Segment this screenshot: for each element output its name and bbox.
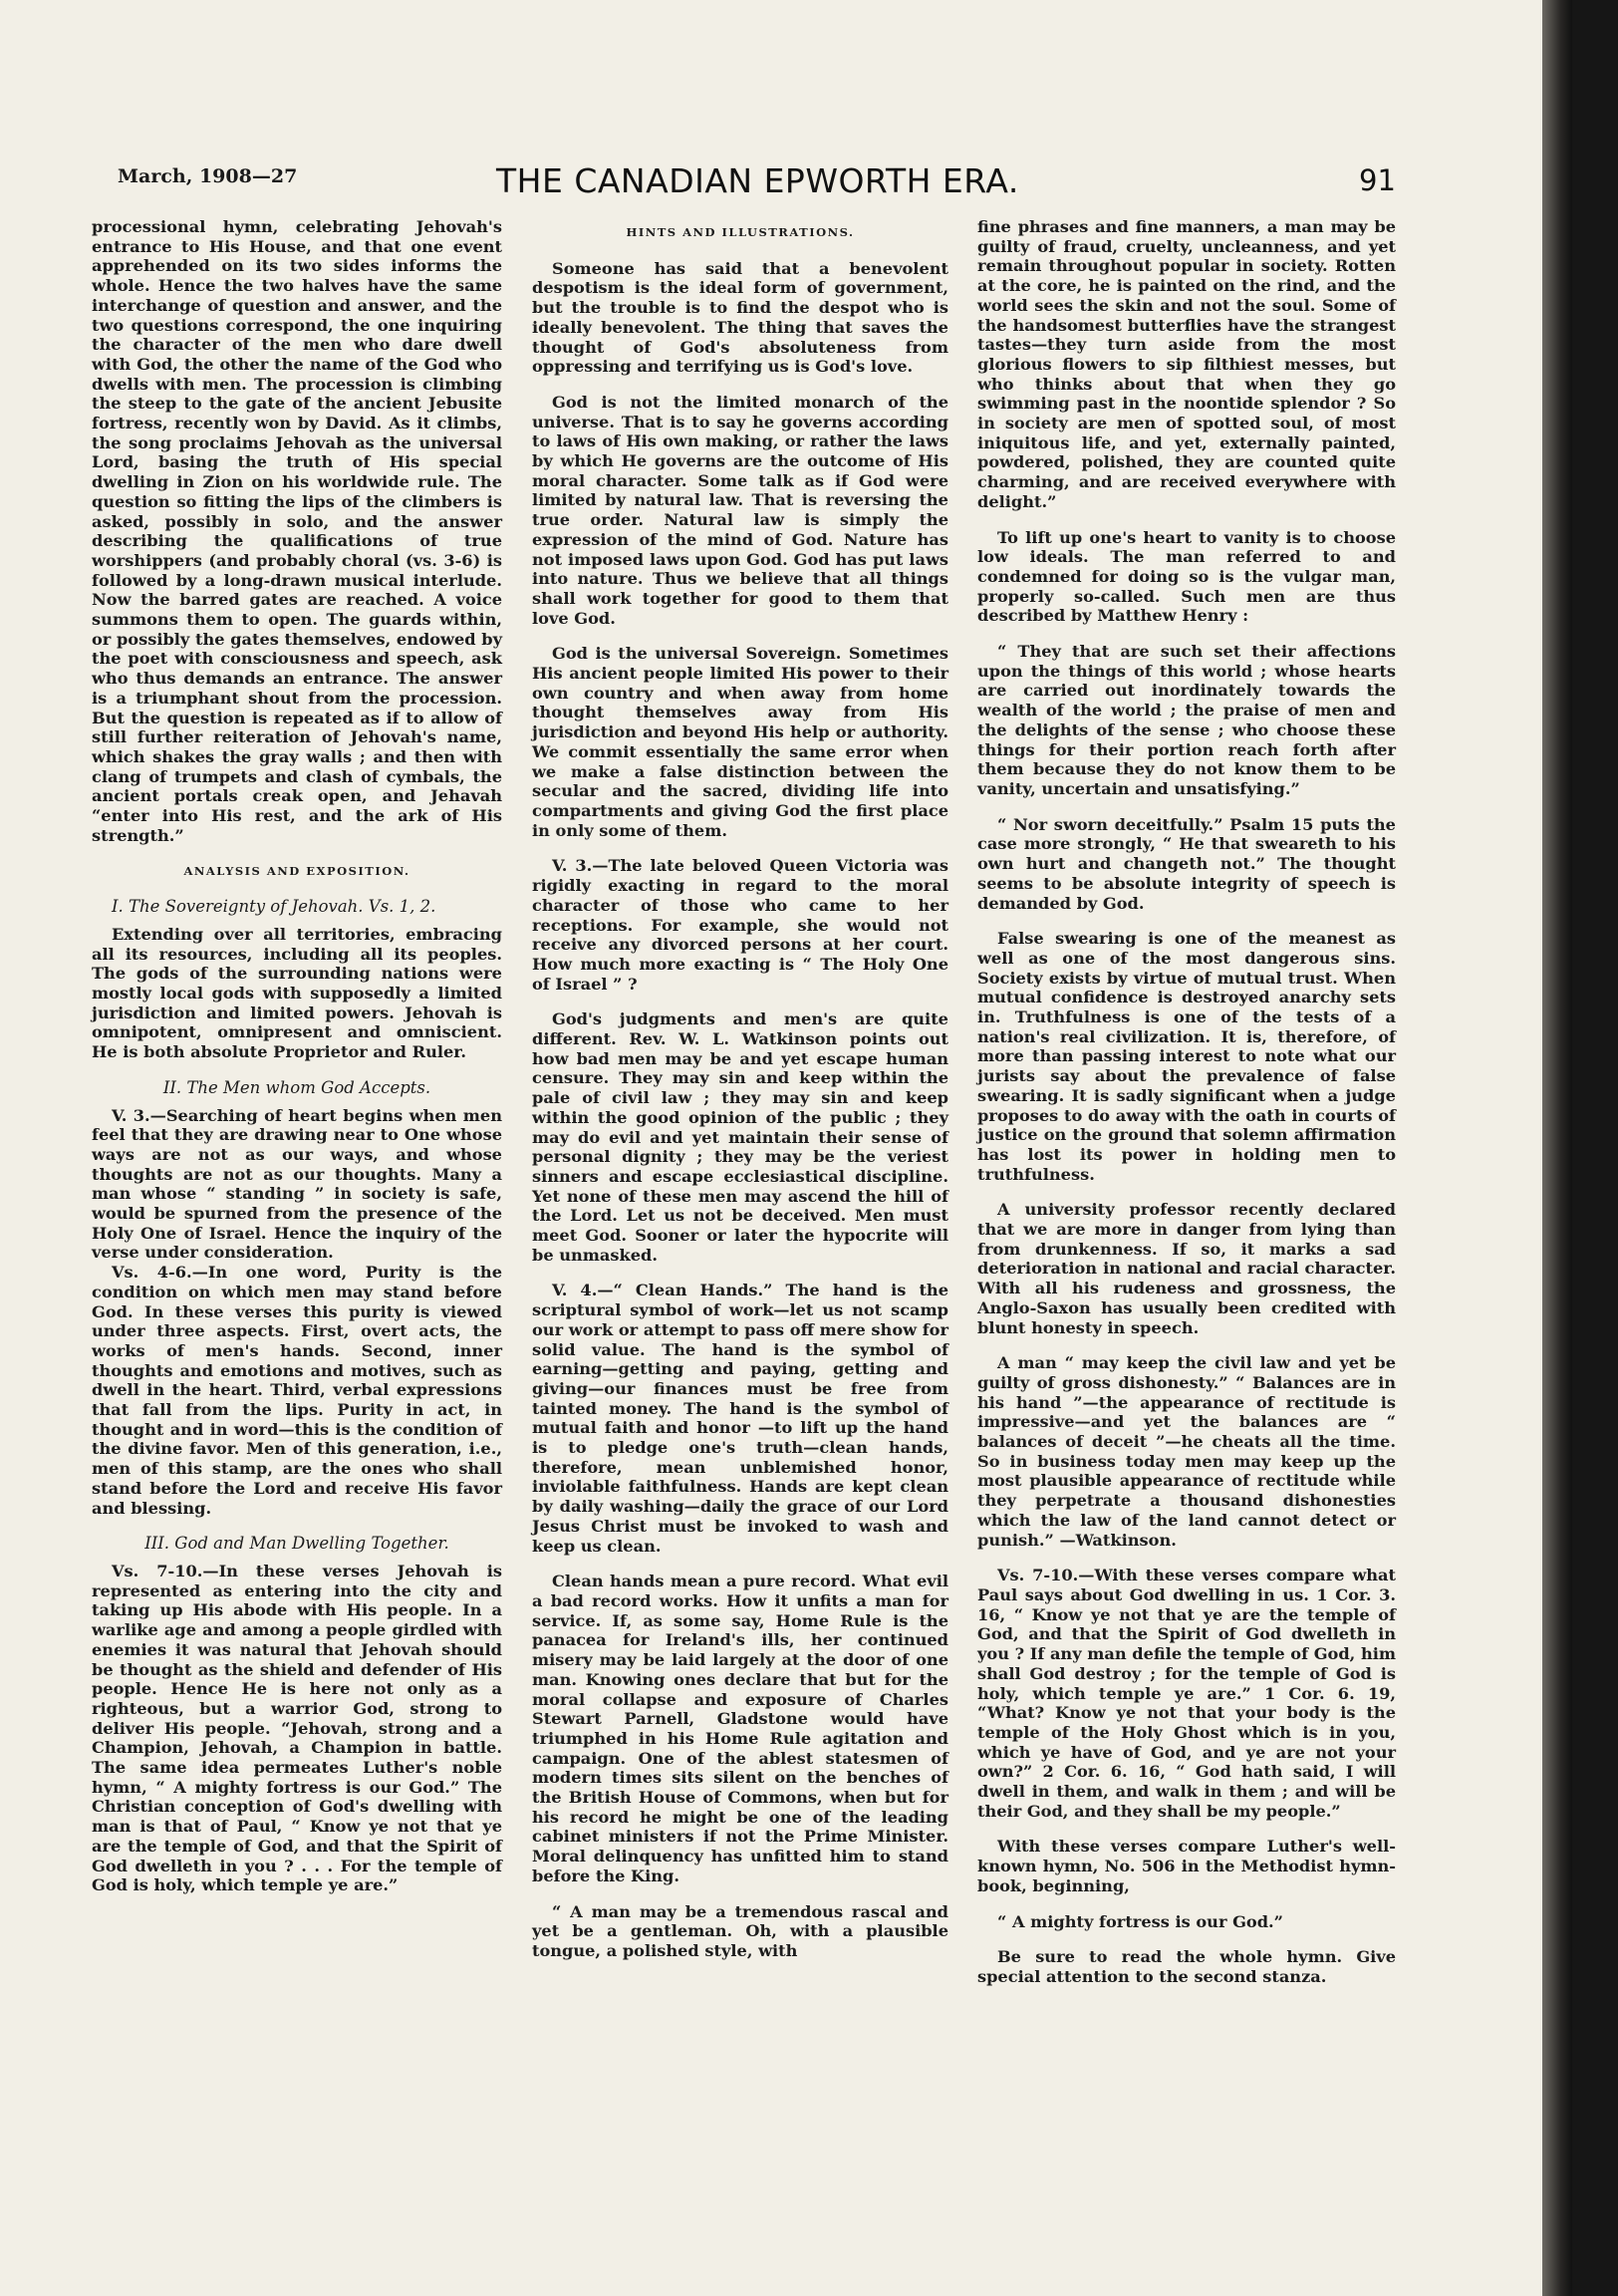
- column-right: [977, 217, 1396, 2210]
- paragraph: God is not the limited monarch of the universe. That is to say he governs according to laws of His own making, or rather the laws by which He governs are the outcome of His moral character. Some talk as if God were limited by natural law. That is reversing the true order. Natural law is simply the expression of the mind of God. Nature has not imposed laws upon God. God has put laws into nature. Thus we believe that all things shall work together for good to them that love God.: [532, 392, 948, 628]
- magazine-title: THE CANADIAN EPWORTH ERA.: [496, 161, 1019, 200]
- paragraph-verses-7-10: Vs. 7-10.—In these verses Jehovah is represented as entering into the city and taking up His abode with His people. In a warlike age and among a people girdled with enemies it was natural that Jehovah should be thought as the shield and defender of His people. Hence He is here not only as a righteous, but a warrior God, strong to deliver His people. “Jehovah, strong and a Champion, Jehovah, a Champion in battle. The same idea permeates Luther's noble hymn, “ A mighty fortress is our God.” The Christian conception of God's dwelling with man is that of Paul, “ Know ye not that ye are the temple of God, and that the Spirit of God dwelleth in you ? . . . For the temple of God is holy, which temple ye are.”: [92, 1562, 502, 1895]
- page-number: 91: [1359, 163, 1396, 197]
- paragraph: Someone has said that a benevolent despotism is the ideal form of government, but the trouble is to find the despot who is ideally benevolent. The thing that saves the thought of God's absoluteness from oppressing and terrifying us is God's love.: [532, 258, 948, 377]
- paragraph: Clean hands mean a pure record. What evil a bad record works. How it unfits a man for service. If, as some say, Home Rule is the panacea for Ireland's ills, her continued misery may be laid largely at the door of one man. Knowing ones declare that but for the moral collapse and exposure of Charles Stewart Parnell, Gladstone would have triumphed in his Home Rule agitation and campaign. One of the ablest statesmen of modern times sits silent on the benches of the British House of Commons, when but for his record he might be one of the leading cabinet ministers if not the Prime Minister. Moral delinquency has unfitted him to stand before the King.: [532, 1572, 948, 1885]
- paragraph-quote: “ A mighty fortress is our God.”: [997, 1911, 1283, 1931]
- paragraph: God is the universal Sovereign. Sometimes His ancient people limited His power to their own country and when away from home thought themselves away from His jurisdiction and beyond His help or authority. We commit essentially the same error when we make a false distinction between the secular and the sacred, dividing life into compartments and giving God the first place in only some of them.: [532, 644, 948, 840]
- paragraph: “ Nor sworn deceitfully.” Psalm 15 puts the case more strongly, “ He that sweareth to his own hurt and changeth not.” The thought seems to be absolute integrity of speech is demanded by God.: [977, 814, 1396, 913]
- subheading-dwelling-together: III. God and Man Dwelling Together.: [144, 1534, 449, 1554]
- section-heading-hints: HINTS AND ILLUSTRATIONS.: [626, 225, 855, 239]
- issue-date: March, 1908—27: [118, 165, 298, 187]
- paragraph: With these verses compare Luther's well-known hymn, No. 506 in the Methodist hymn-book, beginning,: [977, 1837, 1396, 1895]
- paragraph: Be sure to read the whole hymn. Give special attention to the second stanza.: [977, 1947, 1396, 1986]
- paragraph: “ They that are such set their affections upon the things of this world ; whose hearts are carried out inordinately towards the wealth of the world ; the praise of men and the delights of the sense ; who choose these things for their portion reach forth after them because they do not know them to be vanity, uncertain and unsatisfying.”: [977, 642, 1396, 798]
- section-heading-analysis: ANALYSIS AND EXPOSITION.: [183, 863, 410, 878]
- paragraph: False swearing is one of the meanest as well as one of the most dangerous sins. Society exists by virtue of mutual trust. When mutual confidence is destroyed anarchy sets in. Truthfulness is one of the tests of a nation's real civilization. It is, therefore, of more than passing interest to note what our jurists say about the prevalence of false swearing. It is sadly significant when a judge proposes to do away with the oath in courts of justice on the ground that solemn affirmation has lost its power in holding men to truthfulness.: [977, 929, 1396, 1184]
- page-header: [0, 0, 1542, 199]
- paragraph: God's judgments and men's are quite different. Rev. W. L. Watkinson points out how bad men may be and yet escape human censure. They may sin and keep within the pale of civil law ; they may sin and keep within the good opinion of the public ; they may do evil and yet maintain their sense of personal dignity ; they may be the veriest sinners and escape ecclesiastical discipline. Yet none of these men may ascend the hill of the Lord. Let us not be deceived. Men must meet God. Sooner or later the hypocrite will be unmasked.: [532, 1009, 948, 1265]
- paragraph-verses-4-6: Vs. 4-6.—In one word, Purity is the condition on which men may stand before God. In these verses this purity is viewed under three aspects. First, overt acts, the works of men's hands. Second, inner thoughts and emotions and motives, such as dwell in the heart. Third, verbal expressions that fall from the lips. Purity in act, in thought and in word—this is the condition of the divine favor. Men of this generation, i.e., men of this stamp, are the ones who shall stand before the Lord and receive His favor and blessing.: [92, 1263, 502, 1518]
- paragraph-sovereignty: Extending over all territories, embracing all its resources, including all its peoples. The gods of the surrounding nations were mostly local gods with supposedly a limited jurisdiction and limited powers. Jehovah is omnipotent, omnipresent and omniscient. He is both absolute Proprietor and Ruler.: [92, 924, 502, 1062]
- paragraph: Vs. 7-10.—With these verses compare what Paul says about God dwelling in us. 1 Cor. 3. 16, “ Know ye not that ye are the temple of God, and that the Spirit of God dwelleth in you ? If any man defile the temple of God, him shall God destroy ; for the temple of God is holy, which temple ye are.” 1 Cor. 6. 19, “What? Know ye not that your body is the temple of the Holy Ghost which is in you, which ye have of God, and ye are not your own?” 2 Cor. 6. 16, “ God hath said, I will dwell in them, and walk in them ; and will be their God, and they shall be my people.”: [977, 1566, 1396, 1821]
- paragraph: A university professor recently declared that we are more in danger from lying than from drunkenness. If so, it marks a sad deterioration in national and racial character. With all his rudeness and grossness, the Anglo-Saxon has usually been credited with blunt honesty in speech.: [977, 1200, 1396, 1337]
- subheading-sovereignty: I. The Sovereignty of Jehovah. Vs. 1, 2.: [112, 897, 436, 917]
- paragraph: V. 3.—The late beloved Queen Victoria was rigidly exacting in regard to the moral character of those who came to her receptions. For example, she would not receive any divorced persons at her court. How much more exacting is “ The Holy One of Israel ” ?: [532, 856, 948, 994]
- column-left: [92, 217, 502, 2210]
- paragraph: fine phrases and fine manners, a man may be guilty of fraud, cruelty, uncleanness, and yet remain throughout popular in society. Rotten at the core, he is painted on the rind, and the world sees the skin and not the soul. Some of the handsomest butterflies have the strangest tastes—they turn aside from the most glorious flowers to sip filthiest messes, but who thinks about that when they go swimming past in the noontide splendor ? So in society are men of spotted soul, of most iniquitous life, and yet, externally painted, powdered, polished, they are counted quite charming, and are received everywhere with delight.”: [977, 217, 1396, 511]
- paragraph-verse-3: V. 3.—Searching of heart begins when men feel that they are drawing near to One whose ways are not as our ways, and whose thoughts are not as our thoughts. Many a man whose “ standing ” in society is safe, would be spurned from the presence of the Holy One of Israel. Hence the inquiry of the verse under consideration.: [92, 1105, 502, 1263]
- page-binding-edge: [1542, 0, 1572, 2296]
- paragraph: A man “ may keep the civil law and yet be guilty of gross dishonesty.” “ Balances are in his hand ”—the appearance of rectitude is impressive—and yet the balances are “ balances of deceit ”—he cheats all the time. So in business today men may keep up the most plausible appearance of rectitude while they perpetrate a thousand dishonesties which the law of the land cannot detect or punish.” —Watkinson.: [977, 1353, 1396, 1550]
- paragraph: To lift up one's heart to vanity is to choose low ideals. The man referred to and condemned for doing so is the vulgar man, properly so-called. Such men are thus described by Matthew Henry :: [977, 527, 1396, 626]
- paragraph-intro: processional hymn, celebrating Jehovah's entrance to His House, and that one event apprehended on its two sides informs the whole. Hence the two halves have the same interchange of question and answer, and the two questions correspond, the one inquiring the character of the men who dare dwell with God, the other the name of the God who dwells with men. The procession is climbing the steep to the gate of the ancient Jebusite fortress, recently won by David. As it climbs, the song proclaims Jehovah as the universal Lord, basing the truth of His special dwelling in Zion on his worldwide rule. The question so fitting the lips of the climbers is asked, possibly in solo, and the answer describing the qualifications of true worshippers (and probably choral (vs. 3-6) is followed by a long-drawn musical interlude. Now the barred gates are reached. A voice summons them to open. The guards within, or possibly the gates themselves, endowed by the poet with consciousness and speech, ask who thus demands an entrance. The answer is a triumphant shout from the procession. But the question is repeated as if to allow of still further reiteration of Jehovah's name, which shakes the gray walls ; and then with clang of trumpets and clash of cymbals, the ancient portals creak open, and Jehavah “enter into His rest, and the ark of His strength.”: [92, 217, 502, 845]
- paragraph: V. 4.—“ Clean Hands.” The hand is the scriptural symbol of work—let us not scamp our work or attempt to pass off mere show for solid value. The hand is the symbol of earning—getting and paying, getting and giving—our finances must be free from tainted money. The hand is the symbol of mutual faith and honor —to lift up the hand is to pledge one's truth—clean hands, therefore, mean unblemished honor, inviolable faithfulness. Hands are kept clean by daily washing—daily the grace of our Lord Jesus Christ must be invoked to wash and keep us clean.: [532, 1281, 948, 1556]
- column-middle: [532, 217, 948, 2210]
- paragraph: “ A man may be a tremendous rascal and yet be a gentleman. Oh, with a plausible tongue, a polished style, with: [532, 1901, 948, 1960]
- subheading-men-accepted: II. The Men whom God Accepts.: [162, 1077, 431, 1097]
